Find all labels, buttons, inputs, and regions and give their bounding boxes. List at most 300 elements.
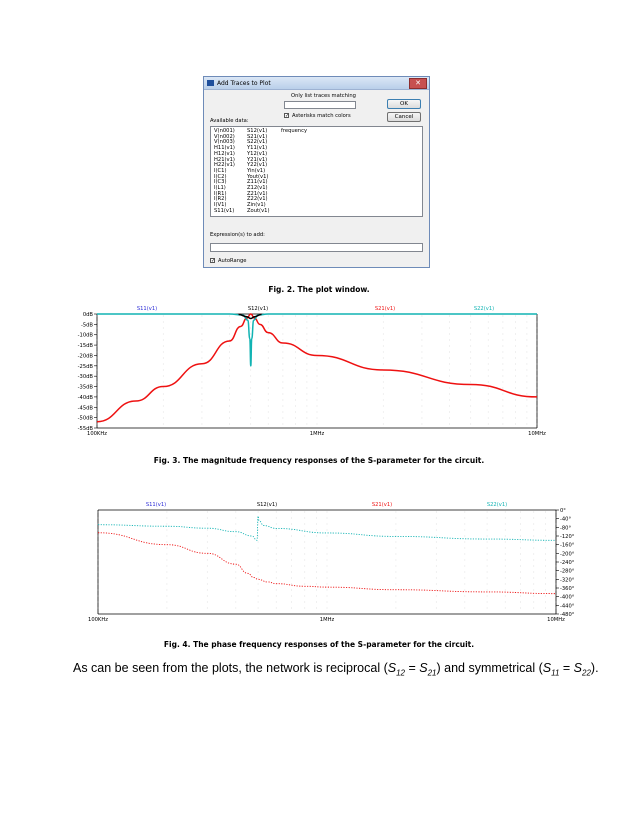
grid-dot [167,542,168,543]
grid-dot [317,316,318,317]
trace-item[interactable]: I(R2) [214,196,227,203]
trace-item[interactable]: I(C1) [214,167,227,174]
trace-item[interactable]: Y21(v1) [247,156,268,163]
grid-dot [316,548,317,549]
legend-entry: S21(v1) [371,502,393,508]
grid-dot [533,542,534,543]
legend-entry: S22(v1) [486,502,508,508]
grid-dot [470,334,471,335]
grid-dot [545,572,546,573]
grid-dot [317,340,318,341]
grid-dot [449,346,450,347]
grid-dot [163,322,164,323]
grid-dot [545,512,546,513]
grid-dot [327,554,328,555]
grid-dot [202,424,203,425]
symbol-s12: S [387,661,397,675]
grid-dot [291,608,292,609]
grid-dot [97,424,98,425]
grid-dot [487,560,488,561]
grid-dot [505,542,506,543]
trace-item[interactable]: I(C2) [214,173,227,180]
grid-dot [537,406,538,407]
grid-dot [383,340,384,341]
grid-dot [236,608,237,609]
trace-item[interactable]: Y11(v1) [247,145,268,152]
grid-dot [488,364,489,365]
trace-item[interactable]: Zout(v1) [247,207,270,214]
trace-item[interactable]: Y12(v1) [247,150,268,157]
grid-dot [515,322,516,323]
grid-dot [268,340,269,341]
grid-dot [283,340,284,341]
grid-dot [316,602,317,603]
trace-item[interactable]: Z12(v1) [247,185,268,192]
grid-dot [422,424,423,425]
grid-dot [307,352,308,353]
grid-dot [470,376,471,377]
grid-dot [295,412,296,413]
grid-dot [163,418,164,419]
grid-dot [422,328,423,329]
grid-dot [291,572,292,573]
trace-item[interactable]: H12(v1) [214,150,235,157]
grid-dot [258,608,259,609]
grid-dot [527,340,528,341]
x-tick-label: 100KHz [87,431,107,437]
grid-dot [505,578,506,579]
grid-dot [316,512,317,513]
grid-dot [163,388,164,389]
grid-dot [207,584,208,585]
grid-dot [202,340,203,341]
grid-dot [436,542,437,543]
trace-item[interactable]: S11(v1) [214,207,235,214]
grid-dot [436,566,437,567]
grid-dot [97,340,98,341]
trace-item[interactable]: Z22(v1) [247,196,268,203]
grid-dot [327,542,328,543]
grid-dot [229,388,230,389]
grid-dot [327,578,328,579]
grid-dot [537,346,538,347]
grid-dot [304,602,305,603]
grid-dot [503,358,504,359]
grid-dot [317,382,318,383]
grid-dot [98,596,99,597]
grid-dot [383,322,384,323]
grid-dot [515,382,516,383]
grid-dot [527,382,528,383]
grid-dot [250,394,251,395]
grid-dot [316,554,317,555]
grid-dot [383,394,384,395]
grid-dot [291,602,292,603]
grid-dot [98,602,99,603]
grid-dot [465,608,466,609]
grid-dot [470,424,471,425]
grid-dot [503,352,504,353]
grid-dot [470,370,471,371]
y-tick-label: -240° [560,560,575,566]
grid-dot [449,388,450,389]
grid-dot [295,388,296,389]
grid-dot [250,328,251,329]
grid-dot [503,418,504,419]
grid-dot [295,358,296,359]
grid-dot [304,590,305,591]
trace-item[interactable]: Yin(v1) [247,167,266,174]
grid-dot [556,554,557,555]
grid-dot [316,542,317,543]
dialog-title-bar[interactable] [204,77,429,90]
grid-dot [396,608,397,609]
grid-dot [449,328,450,329]
grid-dot [533,512,534,513]
grid-dot [465,572,466,573]
grid-dot [327,566,328,567]
grid-dot [291,590,292,591]
grid-dot [276,524,277,525]
grid-dot [533,536,534,537]
grid-dot [236,530,237,531]
grid-dot [163,394,164,395]
grid-dot [422,412,423,413]
trace-item[interactable]: S12(v1) [247,128,268,134]
grid-dot [236,536,237,537]
magnitude-chart [50,300,560,442]
symbol-s22: S [573,661,583,675]
grid-dot [520,542,521,543]
grid-dot [488,418,489,419]
trace-item[interactable]: Y22(v1) [247,162,268,169]
x-tick-label: 1MHz [309,431,325,437]
grid-dot [250,322,251,323]
legend-entry: S22(v1) [473,306,495,312]
trace-item[interactable]: I(V1) [214,202,227,209]
grid-dot [505,572,506,573]
trace-item[interactable]: Z21(v1) [247,190,268,197]
grid-dot [229,346,230,347]
grid-dot [307,412,308,413]
grid-dot [465,518,466,519]
grid-dot [383,400,384,401]
grid-dot [295,322,296,323]
grid-dot [470,400,471,401]
grid-dot [316,518,317,519]
grid-dot [520,512,521,513]
y-tick-label: -360° [560,586,575,592]
grid-dot [436,524,437,525]
y-tick-label: -400° [560,594,575,601]
grid-dot [488,322,489,323]
grid-dot [97,358,98,359]
trace-column-3[interactable] [281,129,307,135]
expression-label: Expression(s) to add: [210,232,265,238]
grid-dot [258,572,259,573]
symbol-s21: S [419,661,428,675]
grid-dot [422,316,423,317]
grid-dot [537,334,538,335]
grid-dot [317,394,318,395]
grid-dot [396,578,397,579]
grid-dot [207,602,208,603]
grid-dot [527,346,528,347]
grid-dot [276,554,277,555]
grid-dot [283,394,284,395]
grid-dot [250,316,251,317]
grid-dot [396,548,397,549]
grid-dot [163,358,164,359]
grid-dot [533,596,534,597]
grid-dot [487,608,488,609]
grid-dot [97,406,98,407]
grid-dot [327,530,328,531]
grid-dot [167,602,168,603]
trace-item[interactable]: I(L1) [214,185,226,192]
para-text: = [404,661,420,675]
trace-item[interactable]: S22(v1) [247,139,268,146]
grid-dot [317,388,318,389]
grid-dot [520,518,521,519]
trace-item[interactable]: frequency [281,128,308,134]
grid-dot [98,524,99,525]
grid-dot [449,400,450,401]
grid-dot [317,364,318,365]
grid-dot [202,358,203,359]
grid-dot [533,590,534,591]
grid-dot [207,572,208,573]
grid-dot [470,418,471,419]
grid-dot [167,572,168,573]
trace-item[interactable]: Yout(v1) [247,173,269,180]
grid-dot [436,602,437,603]
grid-dot [533,530,534,531]
grid-dot [268,388,269,389]
grid-dot [515,364,516,365]
grid-dot [537,412,538,413]
trace-item[interactable]: V(n003) [214,139,235,146]
trace-item[interactable]: V(n001) [214,128,235,134]
grid-dot [503,340,504,341]
grid-dot [396,572,397,573]
grid-dot [449,316,450,317]
grid-dot [556,530,557,531]
grid-dot [258,560,259,561]
grid-dot [487,512,488,513]
grid-dot [503,406,504,407]
grid-dot [383,388,384,389]
legend-entry: S11(v1) [145,502,167,508]
grid-dot [236,548,237,549]
y-tick-label: -280° [560,568,575,575]
grid-dot [283,364,284,365]
grid-dot [268,364,269,365]
grid-dot [436,530,437,531]
grid-dot [436,578,437,579]
y-tick-label: -50dB [77,415,93,422]
grid-dot [167,536,168,537]
grid-dot [515,346,516,347]
grid-dot [283,388,284,389]
grid-dot [167,554,168,555]
grid-dot [505,518,506,519]
grid-dot [229,322,230,323]
grid-dot [505,530,506,531]
grid-dot [98,536,99,537]
grid-dot [163,316,164,317]
grid-dot [295,400,296,401]
grid-dot [465,530,466,531]
grid-dot [487,584,488,585]
grid-dot [556,608,557,609]
grid-dot [488,376,489,377]
grid-dot [527,322,528,323]
grid-dot [487,578,488,579]
grid-dot [515,400,516,401]
asterisks-checkbox[interactable]: ✓ [285,113,290,119]
grid-dot [316,524,317,525]
grid-dot [396,512,397,513]
grid-dot [202,316,203,317]
grid-dot [503,370,504,371]
grid-dot [465,596,466,597]
grid-dot [276,608,277,609]
grid-dot [396,518,397,519]
grid-dot [163,340,164,341]
grid-dot [236,578,237,579]
symbol-s11: S [542,661,552,675]
trace-item[interactable]: Z11(v1) [247,179,268,186]
trace-item[interactable]: S21(v1) [247,133,268,140]
trace-column-1[interactable] [214,129,235,215]
grid-dot [383,382,384,383]
grid-dot [98,542,99,543]
grid-dot [317,322,318,323]
grid-dot [97,400,98,401]
grid-dot [283,370,284,371]
grid-dot [465,578,466,579]
grid-dot [556,566,557,567]
grid-dot [268,424,269,425]
expression-input[interactable] [210,243,423,252]
grid-dot [503,382,504,383]
grid-dot [295,340,296,341]
grid-dot [537,364,538,365]
autorange-checkbox[interactable]: ✓ [211,258,216,264]
grid-dot [449,358,450,359]
dialog-title: Add Traces to Plot [217,79,271,87]
grid-dot [465,602,466,603]
grid-dot [250,400,251,401]
grid-dot [515,424,516,425]
grid-dot [327,536,328,537]
grid-dot [98,566,99,567]
y-tick-label: -10dB [77,332,93,339]
close-button[interactable]: ✕ [409,78,427,89]
grid-dot [98,554,99,555]
grid-dot [276,566,277,567]
add-traces-dialog [203,76,430,268]
grid-dot [488,346,489,347]
trace-column-2[interactable] [247,129,269,215]
subscript-21: 21 [427,668,437,678]
grid-dot [163,328,164,329]
grid-dot [537,382,538,383]
asterisks-label: Asterisks match colors [292,113,351,119]
ok-button[interactable]: OK [387,99,421,109]
grid-dot [202,376,203,377]
grid-dot [229,382,230,383]
y-tick-label: -160° [560,542,575,549]
grid-dot [556,542,557,543]
para-text: ). [590,661,599,675]
cancel-button[interactable]: Cancel [387,112,421,122]
grid-dot [545,524,546,525]
grid-dot [545,542,546,543]
grid-dot [503,376,504,377]
grid-dot [488,406,489,407]
filter-input[interactable] [284,101,356,109]
y-tick-label: -25dB [77,363,93,370]
grid-dot [291,518,292,519]
trace-item[interactable]: Zin(v1) [247,202,266,209]
grid-dot [465,548,466,549]
trace-item[interactable]: H21(v1) [214,156,235,163]
grid-dot [436,608,437,609]
grid-dot [520,608,521,609]
grid-dot [449,364,450,365]
trace-item[interactable]: H11(v1) [214,145,235,152]
grid-dot [465,524,466,525]
grid-dot [258,590,259,591]
grid-dot [163,346,164,347]
grid-dot [470,382,471,383]
para-text: ) and symmetrical ( [436,661,543,675]
grid-dot [268,370,269,371]
grid-dot [383,424,384,425]
grid-dot [503,328,504,329]
grid-dot [304,596,305,597]
grid-dot [383,328,384,329]
grid-dot [545,548,546,549]
grid-dot [316,578,317,579]
trace-item[interactable]: I(R1) [214,190,227,197]
grid-dot [505,608,506,609]
grid-dot [396,596,397,597]
grid-dot [327,518,328,519]
y-tick-label: -80° [560,525,572,532]
grid-dot [307,370,308,371]
trace-item[interactable]: V(n002) [214,133,235,140]
grid-dot [505,554,506,555]
grid-dot [327,524,328,525]
grid-dot [98,578,99,579]
grid-dot [229,352,230,353]
grid-dot [229,358,230,359]
grid-dot [436,512,437,513]
grid-dot [167,578,168,579]
subscript-11: 11 [551,668,560,678]
grid-dot [556,518,557,519]
grid-dot [436,554,437,555]
trace-item[interactable]: I(C3) [214,179,227,186]
grid-dot [556,602,557,603]
trace-list[interactable] [210,126,423,217]
trace-item[interactable]: H22(v1) [214,162,235,169]
grid-dot [283,406,284,407]
grid-dot [515,334,516,335]
